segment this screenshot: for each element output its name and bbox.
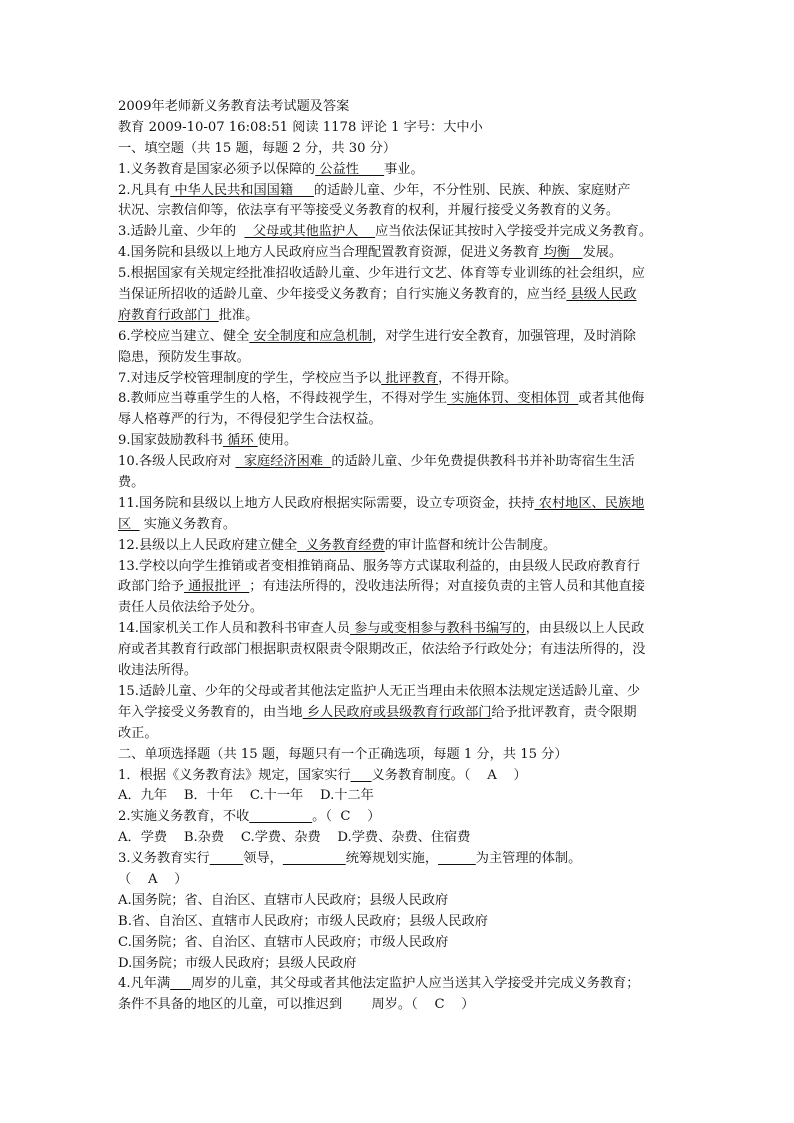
answer-blank: 公益性 — [315, 161, 385, 177]
doc-title: 2009年老师新义务教育法考试题及答案 — [118, 99, 350, 114]
answer-blank: 家庭经济困难 — [235, 454, 332, 470]
question-1: 1.义务教育是国家必须予以保障的 公益性 事业。 — [118, 161, 424, 177]
question-10-cont: 费。 — [118, 475, 145, 491]
mc-question-3-option-c: C.国务院；省、自治区、直辖市人民政府；市级人民政府 — [118, 934, 449, 950]
question-5-cont: 当保证所招收的适龄儿童、少年接受义务教育；自行实施义务教育的，应当经 县级人民政 — [118, 287, 637, 303]
mc-question-4-cont: 条件不具备的地区的儿童，可以推迟到 周岁。（ C ） — [118, 997, 475, 1013]
question-13-cont: 责任人员依法给予处分。 — [118, 600, 264, 616]
answer-blank: 农村地区、民族地 — [534, 495, 645, 511]
mc-question-3-option-d: D.国务院；市级人民政府；县级人民政府 — [118, 955, 357, 971]
mc-question-2: 2.实施义务教育，不收 。（ C ） — [118, 809, 381, 825]
document-page — [118, 97, 678, 1016]
question-8: 8.教师应当尊重学生的人格，不得歧视学生，不得对学生 实施体罚、变相体罚 或者其他侮 — [118, 391, 645, 407]
answer-blank — [351, 768, 372, 783]
question-14-cont: 府或者其教育行政部门根据职责权限责令限期改正，依法给予行政处分；有违法所得的，没 — [118, 642, 646, 658]
question-13: 13.学校以向学生推销或者变相推销商品、服务等方式谋取利益的，由县级人民政府教育行 — [118, 558, 641, 574]
question-10: 10.各级人民政府对 家庭经济困难 的适龄儿童、少年免费提供教科书并补助寄宿生生活 — [118, 454, 635, 470]
question-9: 9.国家鼓励教科书 循环 使用。 — [118, 433, 298, 449]
question-6: 6.学校应当建立、健全 安全制度和应急机制，对学生进行安全教育，加强管理，及时消除 — [118, 328, 636, 344]
mc-question-3-option-a: A.国务院；省、自治区、直辖市人民政府；县级人民政府 — [118, 892, 449, 908]
mc-question-4: 4.凡年满 周岁的儿童，其父母或者其他法定监护人应当送其入学接受并完成义务教育； — [118, 976, 640, 992]
answer-blank: 义务教育经费 — [297, 537, 385, 553]
answer-blank: 县级人民政 — [566, 287, 637, 303]
answer-blank: 参与或变相参与教科书编写的 — [349, 621, 526, 637]
question-5-cont: 府教育行政部门 批准。 — [118, 307, 259, 323]
answer-blank — [210, 851, 244, 866]
answer-blank: 安全制度和应急机制 — [249, 328, 373, 344]
mc-question-3-answer: （ A ） — [118, 871, 188, 887]
answer-blank: 父母或其他监护人 — [244, 224, 376, 240]
mc-question-1: 1．根据《义务教育法》规定，国家实行 义务教育制度。（ A ） — [118, 767, 527, 783]
question-2-cont: 状况、宗教信仰等，依法享有平等接受义务教育的权利，并履行接受义务教育的义务。 — [118, 203, 620, 219]
doc-meta: 教育 2009-10-07 16:08:51 阅读 1178 评论 1 字号：大中小 — [118, 119, 483, 135]
question-15-cont: 改正。 — [118, 725, 158, 741]
question-11: 11.国务院和县级以上地方人民政府根据实际需要，设立专项资金，扶持 农村地区、民族地 — [118, 495, 645, 511]
question-11-cont: 区 实施义务教育。 — [118, 516, 237, 532]
answer-blank — [249, 809, 312, 824]
mc-question-1-options: A．九年 B．十年 C.十一年 D.十二年 — [118, 788, 374, 804]
question-4: 4.国务院和县级以上地方人民政府应当合理配置教育资源，促进义务教育 均衡 发展。 — [118, 245, 623, 261]
question-7: 7.对违反学校管理制度的学生，学校应当予以 批评教育，不得开除。 — [118, 370, 518, 386]
answer-blank: 府教育行政部门 — [118, 307, 219, 323]
question-8-cont: 辱人格尊严的行为，不得侵犯学生合法权益。 — [118, 412, 382, 428]
section-fill-in: 一、填空题（共 15 题，每题 2 分，共 30 分） — [118, 140, 397, 156]
mc-question-3-option-b: B.省、自治区、直辖市人民政府；市级人民政府；县级人民政府 — [118, 913, 488, 929]
mc-question-2-options: A．学费 B.杂费 C.学费、杂费 D.学费、杂费、住宿费 — [118, 830, 471, 846]
answer-blank — [170, 976, 191, 991]
answer-blank — [283, 851, 346, 866]
section-single-choice: 二、单项选择题（共 15 题，每题只有一个正确选项，每题 1 分，共 15 分） — [118, 746, 568, 762]
question-15: 15.适龄儿童、少年的父母或者其他法定监护人无正当理由未依照本法规定送适龄儿童、少 — [118, 683, 641, 699]
answer-blank: 批评教育 — [381, 370, 439, 386]
question-2: 2.凡具有 中华人民共和国国籍 的适龄儿童、少年，不分性别、民族、种族、家庭财产 — [118, 182, 631, 198]
question-6-cont: 隐患，预防发生事故。 — [118, 349, 250, 365]
question-13-cont: 政部门给予 通报批评 ；有违法所得的，没收违法所得；对直接负责的主管人员和其他直接 — [118, 579, 645, 595]
mc-question-3: 3.义务教育实行 领导， 统筹规划实施， 为主管理的体制。 — [118, 851, 582, 867]
answer-blank — [438, 851, 476, 866]
answer-blank: 通报批评 — [183, 579, 250, 595]
question-5: 5.根据国家有关规定经批准招收适龄儿童、少年进行文艺、体育等专业训练的社会组织，应 — [118, 266, 645, 282]
answer-blank: 实施体罚、变相体罚 — [447, 391, 579, 407]
question-15-cont: 年入学接受义务教育的，由当地 乡人民政府或县级教育行政部门给予批评教育，责令限期 — [118, 704, 637, 720]
answer-blank: 循环 — [222, 433, 258, 449]
question-14: 14.国家机关工作人员和教科书审查人员 参与或变相参与教科书编写的，由县级以上人民政 — [118, 621, 645, 637]
question-12: 12.县级以上人民政府建立健全 义务教育经费的审计监督和统计公告制度。 — [118, 537, 557, 553]
answer-blank: 区 — [118, 516, 140, 532]
question-3: 3.适龄儿童、少年的 父母或其他监护人 应当依法保证其按时入学接受并完成义务教育。 — [118, 224, 653, 240]
answer-blank: 中华人民共和国国籍 — [170, 182, 314, 198]
question-14-cont: 收违法所得。 — [118, 663, 198, 679]
answer-blank: 均衡 — [539, 245, 583, 261]
answer-blank: 乡人民政府或县级教育行政部门 — [302, 704, 492, 720]
